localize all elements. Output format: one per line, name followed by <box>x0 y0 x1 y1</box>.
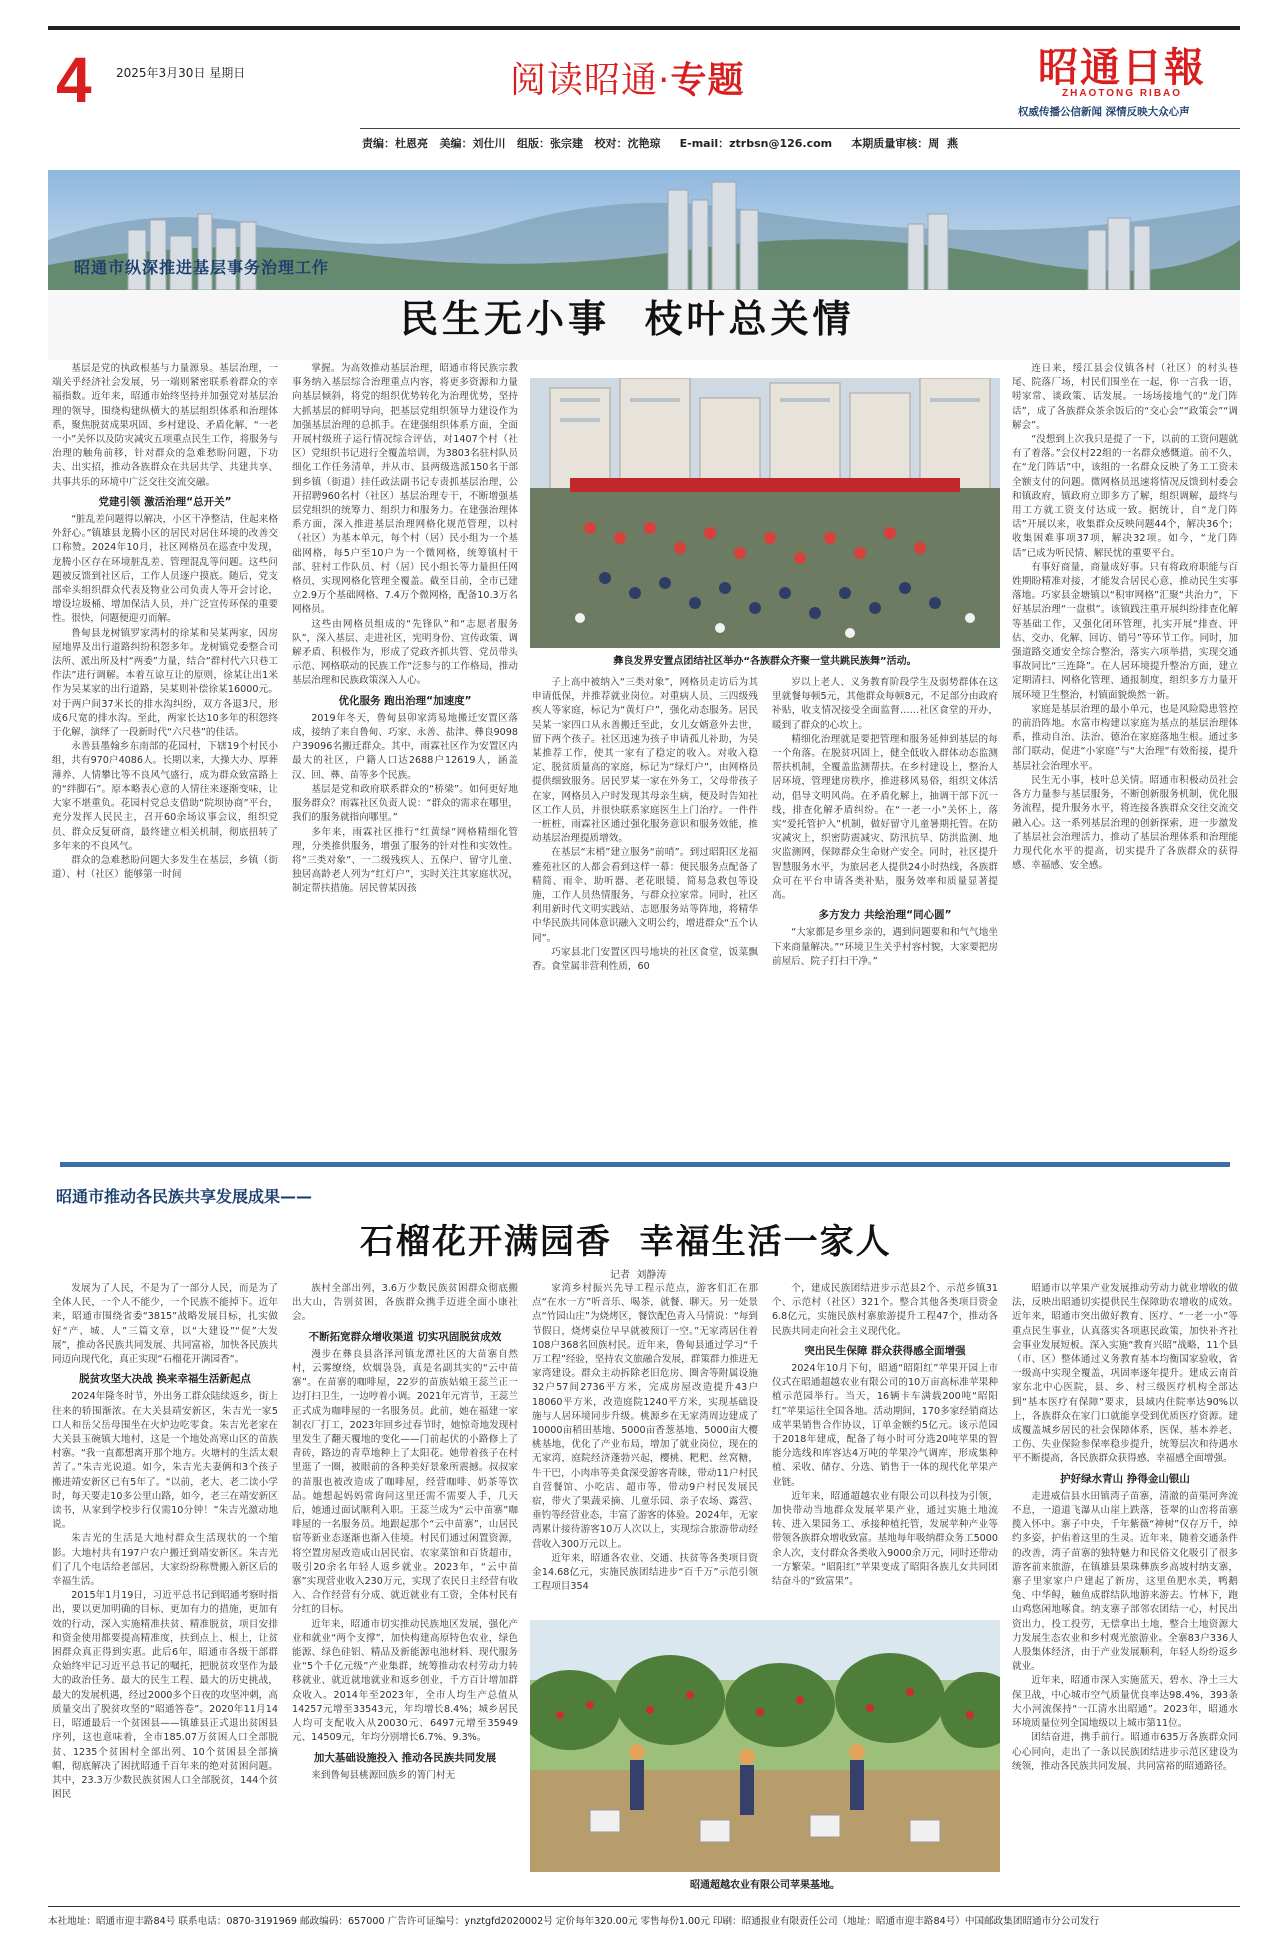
subheading: 不断拓宽群众增收渠道 切实巩固脱贫成效 <box>308 1330 502 1343</box>
subheading: 护好绿水青山 挣得金山银山 <box>1060 1472 1190 1485</box>
section-prefix: 阅读昭通· <box>510 60 671 101</box>
paragraph: 有事好商量，商量成好事。只有将政府职能与百姓期盼精准对接，才能发合居民心意，推动民生实事落地。巧家县金塘镇以“积审网格”汇聚“共治力”，下好基层治理“一盘棋”。该镇践注重开展纠纷排查化解等基础工作，又强化闭环管理，扎实开展“排查、评估、交办、化解、回访、销号”等环节工作。同时，加强道路交通安全综合整治，落实六项举措，实现交通事故同比“三连降”。在人居环境提升整治方面，建立定期清扫、网格化管理、通报制度，组织多方力量开展环境卫生整治，村镇面貌焕然一新。 <box>1012 561 1238 701</box>
story2-photo-caption: 昭通超越农业有限公司苹果基地。 <box>690 1880 840 1891</box>
subheading: 脱贫攻坚大决战 换来幸福生活新起点 <box>79 1373 251 1386</box>
issue-date: 2025年3月30日 星期日 <box>116 66 246 80</box>
paragraph: 基层是党的执政根基与力量源泉。基层治理，一端关乎经济社会发展，另一端则紧密联系着群众的幸福指数。近年来，昭通市始终坚持并加强党对基层治理的领导，围绕构建纵横大的基层组织体系和治理体系，聚焦脱贫成果巩固、乡村建设、矛盾化解、“一老一小”关怀以及防灾减灾五项重点民生工作，将服务与治理的触角前移，针对群众的急难愁盼问题，下功夫、出实招，推动各族群众在共居共学、共建共享、共事共乐的环境中广泛交往交流交融。 <box>52 363 278 488</box>
subheading: 优化服务 跑出治理“加速度” <box>338 694 472 707</box>
subheading: 加大基础设施投入 推动各民族共同发展 <box>313 1751 497 1764</box>
logo-pinyin: ZHAOTONG RIBAO <box>1062 88 1183 99</box>
paragraph: 朱吉光的生活是大地村群众生活现状的一个缩影。大地村共有197户农户搬迁到靖安新区。朱吉光们了几个电话给老部居，大家纷纷称赞搬入新区后的幸福生活。 <box>52 1533 278 1588</box>
paragraph: 昭通市以苹果产业发展推动劳动力就业增收的做法，反映出昭通切实提供民生保障助农增收的成效。近年来，昭通市突出做好教育、医疗、“一老一小”等重点民生事业，认真落实各项惠民政策，加快补齐社会事业发展短板。深入实施“教育兴昭”战略，11个县（市、区）整体通过义务教育基本均衡国家验收，省一级高中实现全覆盖，巩固率逐年提升。建成云南首家东北中心医院，县、乡、村三级医疗机构全部达到“基本医疗有保障”要求，县域内住院率达90%以上，各族群众在家门口就能享受到优质医疗资源。建成覆盖城乡居民的社会保障体系，医保、基本养老、工伤、失业保险参保率稳步提升，统筹层次和待遇水平不断提高，各民族群众获得感、幸福感全面增强。 <box>1012 1283 1238 1465</box>
story2-column-4 <box>772 1282 998 1612</box>
community-dance-illustration <box>530 378 1000 648</box>
paragraph: 2024年10月下旬，昭通“昭阳红”苹果开园上市仪式在昭通超越农业有限公司的10万亩高标准苹果种植示范园举行。当天，16辆卡车满载200吨“昭阳红”苹果运往全国各地。活动期间，170多家经销商达成苹果销售合作协议，订单金额约5亿元。该示范园于2018年建成，配备了每小时可分选20吨苹果的智能分选线和库容达4万吨的苹果冷气调库，形成集种植、采收、储存、分选、销售于一体的现代化苹果产业链。 <box>772 1363 998 1488</box>
story1-column-4 <box>772 676 998 1157</box>
paragraph: “脏乱差问题得以解决，小区干净整洁，住起来格外舒心。”镇雄县龙腾小区的居民对居住环境的改善交口称赞。2024年10月，社区网格员在巡查中发现，龙腾小区存在环境脏乱差、管理混乱等问题。这些问题被反馈到社区后，工作人员逐户摸底。随后，党支部牵头组织群众代表及物业公司负责人等开会讨论，增设垃圾桶、增加保洁人员，并广泛宣传环保的重要性。很快，问题便迎刃而解。 <box>52 514 278 625</box>
paragraph: 发展为了人民，不是为了一部分人民，而是为了全体人民，一个人不能少，一个民族不能掉下。近年来，昭通市围绕省委“3815”战略发展目标，扎实做好“产、城、人”三篇文章，以“大建设”“促”大发展”，推动各民族共同发展、共同富裕，加快各民族共同迈向现代化，真正实现“石榴花开满园香”。 <box>52 1283 278 1366</box>
paragraph: 个，建成民族团结进步示范县2个、示范乡镇31个、示范村（社区）321个。整合其他各类项目资金6.8亿元，实施民族村寨旅游提升工程47个，推动各民族共同走向社会主义现代化。 <box>772 1283 998 1337</box>
story1-column-5 <box>1012 362 1238 1157</box>
story2-photo <box>530 1620 1000 1872</box>
paragraph: 近年来，昭通市深入实施蓝天、碧水、净土三大保卫战，中心城市空气质量优良率达98.4%，393条大小河流保持“一江清水出昭通”。2023年，昭通水环境质量位列全国地级以上城市第11位。 <box>1012 1675 1238 1730</box>
story1-kicker: 昭通市纵深推进基层事务治理工作 <box>74 258 330 277</box>
paragraph: 连日来，绥江县会仪镇各村（社区）的村头巷尾、院落厂场，村民们围坐在一起，你一言我一语，唠家常、谈政策、话发展。一场场接地气的“龙门阵话”，成了各族群众茶余饭后的“交心会”“政策会”“调解会”。 <box>1012 363 1238 431</box>
paragraph: 2024年隆冬时节，外出务工群众陆续返乡，街上往来的轿围渐浓。在大关县靖安新区，朱吉光一家5口人和岳父岳母围坐在火炉边吃零食。朱吉光老家在大关县玉碗镇大地村，这是一个地处高寒山区的苗族村寨。“我一直都想离开那个地方。火塘村的生活太艰苦了。”朱吉光说道。如今，朱吉光夫妻俩和3个孩子搬进靖安新区已有5年了。“以前，老大、老二读小学时，每天要走10多公里山路，如今，老三在靖安新区读书，从家到学校步行仅需10分钟！”朱吉光激动地说。 <box>52 1391 278 1531</box>
paragraph: 鲁甸县龙树镇罗家湾村的徐某和吴某两家，因房屋地界及出行道路纠纷积怨多年。龙树镇党委整合司法所、派出所及村“两委”力量，结合“群村代六只巷工作法”进行调解。本着互谅互让的原则，徐某让出1米作为吴某家的出行道路，吴某则补偿徐某16000元。对于两户间37米长的排水沟纠纷，双方各退3尺，形成6尺宽的排水沟。至此，两家长达10多年的积怨终于化解，演绎了一段新时代“六尺巷”的佳话。 <box>52 627 278 739</box>
paragraph: 精细化治理就是要把管理和服务延伸到基层的每一个角落。在脱贫巩固上，健全低收入群体动态监测帮扶机制，全覆盖监测帮扶。在乡村建设上，整治人居环境，管理建房秩序，推进移风易俗，组织文体活动，倡导文明风尚。在矛盾化解上，抽调干部下沉一线，排查化解矛盾纠纷。在“一老一小”关怀上，落实“爱托管护入”机制，做好留守儿童暑期托管。在防灾减灾上，织密防震减灾、防汛抗旱、防洪监测、地灾监测网，保障群众生命财产安全。同时，社区提升智慧服务水平，为旅居老人提供24小时热线，各族群众可在平台申请各类补贴，服务效率和质量显著提高。 <box>772 733 998 902</box>
footer-rule <box>48 1906 1240 1907</box>
paragraph: “没想到上次我只是提了一下，以前的工资问题就有了着落。”会仪村22组的一名群众感慨道。前不久，在“龙门阵话”中，该组的一名群众反映了务工工资未全额支付的问题。微网格员迅速将情况反馈到村委会和镇政府，镇政府立即多方了解，组织调解，最终与用工方就工资支付达成一致。据统计，自“龙门阵话”开展以来，收集群众反映问题44个，解决36个；收集困难事项37项，解决32项。如今，“龙门阵话”已成为听民情、解民忧的重要平台。 <box>1012 434 1238 559</box>
section-title <box>510 52 744 103</box>
apple-orchard-illustration <box>530 1620 1000 1872</box>
subheading: 党建引领 激活治理“总开关” <box>98 495 232 508</box>
paragraph: 家湾乡村振兴先导工程示范点，游客们汇在那点“在水一方”听音乐、喝茶，就餐、聊天。另一处景点“竹园山庄”为烧烤区，餐饮配色青入马情说：“每到节假日，烧烤桌位早早就被预订一空。”无家湾居住着108户368名回族村民。近年来，鲁甸县通过学习“千万工程”经验，坚持农文旅融合发展，群策群力推进无家湾建设。群众主动拆除老旧危房、圈舍等附属设施32户57间2736平方米，完成房屋改造提升43户18060平方米，改造庭院1240平方米，实现基础设施与人居环境同步升级。桃源乡在无家湾周边建成了10000亩稻田基地、5000亩香葱基地、5000亩大樱桃基地，优化了产业布局，增加了就业岗位，现在的无家湾，庭院经济蓬勃兴起，樱桃、粑粑、丝窝糖，牛干巴，小肉串等美食深受游客青睐，带动11户村民自营餐馆、小吃店、超市等，带动9户村民发展民宿，带火了果蔬采摘、儿童乐园、亲子农场、露营、垂钓等经营业态，丰富了游客的体验。2024年，无家湾累计接待游客10万人次以上，实现综合旅游带动经营收入300万元以上。 <box>532 1283 758 1550</box>
paragraph: 漫步在彝良县洛泽河镇龙潭社区的大苗寨自然村，云雾缭绕，炊烟袅袅，真是名副其实的“云中苗寨”。在苗寨的咖啡屋，22岁的苗族姑娘王蕊兰正一边打扫卫生，一边哼着小调。2021年元宵节，王蕊兰正式成为咖啡屋的一名服务员。此前，她在福建一家制衣厂打工，2023年回乡过春节时，她惊奇地发现村里发生了翻天覆地的变化——门前起伏的小路修上了青砖，路边的青草地种上了太阳花。她带着孩子在村里逛了一圈，被眼前的各种美好景象所震撼。叔叔家的苗服也被改造成了咖啡屋，经营咖啡、奶茶等饮品。她想起妈妈常询问这里还需不需要人手，几天后，她通过面试顺利入职。王蕊兰成为“云中苗寨”咖啡屋的一名服务员。地跟起那个“云中苗寨”，山居民宿等新业态逐渐也渐入佳境。村民们通过闲置资源，将空置房屋改造成山居民宿、农家菜馆和百货超市，吸引20余名年轻人返乡就业。2023年，“云中苗寨”实现营业收入230万元，实现了农民日主经营有收入、合作经营有分成、就近就业有工资，全体村民有分红的目标。 <box>292 1348 518 1616</box>
editors-rule <box>360 128 1240 129</box>
subheading: 多方发力 共绘治理“同心圆” <box>818 909 952 922</box>
story2-column-1 <box>52 1282 278 1897</box>
story1-column-1 <box>52 362 278 1157</box>
paragraph: 在基层“末梢”建立服务“前哨”。到过昭阳区龙福雅苑社区的人都会看到这样一幕：便民服务点配备了精简、雨伞、助听器、老花眼镜、简易急救包等设施，工作人员热情服务，与群众拉家常。同时，社区利用新时代文明实践站、志愿服务站等阵地，将精华中华民族共同体意识融入文明公约，增进群众“五个认同”。 <box>532 847 758 944</box>
subheading: 突出民生保障 群众获得感全面增强 <box>804 1344 966 1357</box>
footer-info: 本社地址：昭通市迎丰路84号 联系电话：0870-3191969 邮政编码：657000 广告许可证编号：ynztgfd2020002号 定价每年320.00元 零售每份1.00元 印刷：昭通报业有限责任公司（地址：昭通市迎丰路84号）中国邮政集团昭通市分公司发行 <box>48 1916 1100 1927</box>
paragraph: 民生无小事，枝叶总关情。昭通市积极动员社会各方力量参与基层服务，不断创新服务机制，优化服务流程，提升服务水平，将连接各族群众交往交流交融入心。这一系列基层治理的创新探索，进一步激发了基层社会治理活力，推动了基层治理体系和治理能力现代化水平的提高，切实提升了各族群众的获得感、幸福感、安全感。 <box>1012 774 1238 872</box>
story1-column-3 <box>532 676 758 1157</box>
page-number: 4 <box>56 44 92 116</box>
story2-column-3 <box>532 1282 758 1612</box>
paragraph: 基层是党和政府联系群众的“桥梁”。如何更好地服务群众？雨霖社区负责人说：“群众的需求在哪里，我们的服务就指向哪里。” <box>292 783 518 824</box>
paragraph: 家庭是基层治理的最小单元，也是风险隐患管控的前沿阵地。水富市构建以家庭为基点的基层治理体系，推动自治、法治、德治在家庭落地生根。通过多部门联动，促进“小家庭”与“大治理”有效衔接，提升基层社会治理水平。 <box>1012 703 1238 772</box>
story1-photo <box>530 378 1000 648</box>
story1-column-2 <box>292 362 518 1157</box>
story2-column-2 <box>292 1282 518 1897</box>
paragraph: 永善县墨翰乡东南部的花园村，下辖19个村民小组，共有970户4086人。长期以来，大操大办、厚葬薄养、人情攀比等不良风气盛行，成为群众致富路上的“绊脚石”。原本略表心意的人情往来逐渐变味，让大家不堪重负。花园村党总支借助“院坝协商”平台，充分发挥人民民主，召开60余场议事会议，组织党员、群众反复研商，最终建立相关机制，彻底扭转了多年来的不良风气。 <box>52 741 278 852</box>
paragraph: 子上高中被纳入“三类对象”，网格员走访后为其申请低保，并推荐就业岗位。对重病人员、三四级残疾人等家庭，标记为“黄灯户”，强化动态服务。居民吴某一家四口从永善搬迁至此，女儿女婿意外去世，留下两个孩子。社区迅速为孩子申请孤儿补助，为吴某推荐工作，使其一家有了稳定的收入。对收入稳定、脱贫质量高的家庭，标记为“绿灯户”，由网格员提供细致服务。居民罗某一家在外务工，父母带孩子在家，网格员入户时发现其母亲生病，便及时告知社区工作人员，并很快联系家庭医生上门治疗。一件件一桩桩，雨霖社区通过强化服务意识和服务效能，推动基层治理提质增效。 <box>532 677 758 845</box>
paragraph: 群众的急难愁盼问题大多发生在基层，乡镇（街道）、村（社区）能够第一时间 <box>52 854 278 881</box>
newspaper-logo: 昭通日報 <box>1038 44 1206 91</box>
story2-column-5 <box>1012 1282 1238 1897</box>
paragraph: 巧家县北门安置区四号地块的社区食堂，饭菜飘香。食堂属非营利性质，60 <box>532 946 758 973</box>
story2-kicker: 昭通市推动各民族共享发展成果—— <box>56 1187 313 1206</box>
story2-byline: 记者 刘静涛 <box>610 1270 667 1281</box>
story1-photo-caption: 彝良发界安置点团结社区举办“各族群众齐聚一堂共跳民族舞”活动。 <box>613 656 917 667</box>
paragraph: 近年来，昭通超越农业有限公司以科技为引领，加快带动当地群众发展苹果产业，通过实施土地流转、进入果园务工、承接种植托管，发展苹种产业等带领各族群众增收致富。基地每年吸纳群众务工5000余人次，支付群众各类收入9000余万元，同时还带动一方繁荣。“昭阳红”苹果变成了昭阳各族儿女共同团结奋斗的“致富果”。 <box>772 1490 998 1588</box>
paragraph: 族村全部出列，3.6万少数民族贫困群众彻底搬出大山，告别贫困，各族群众携手迈进全面小康社会。 <box>292 1283 518 1323</box>
paragraph: 这些由网格员组成的“先锋队”和“志愿者服务队”，深入基层、走进社区，宪明身份、宣传政策、调解矛盾、积极作为，形成了党政齐抓共管、党员带头示范、网格联动的民族工作“泛参与的工作格局，推动基层治理和民族政策深入人心。 <box>292 618 518 687</box>
paragraph: 2015年1月19日，习近平总书记到昭通考察时指出，要以更加明确的目标、更加有力的措施，更加有效的行动，深入实施精准扶贫、精准脱贫，项目安排和资金使用都要提高精准度，扶到点上、根上，让贫困群众真正得到实惠。此后6年，昭通市各级干部群众始终牢记习近平总书记的嘱托，把脱贫攻坚作为最大的政治任务、最大的民生工程、最大的历史挑战，最大的发展机遇，经过2000多个日夜的攻坚冲刺，高质量交出了脱贫攻坚的“昭通答卷”。2020年11月14日，昭通最后一个贫困县——镇雄县正式退出贫困县序列，这也意味着，全市185.07万贫困人口全部脱贫、1235个贫困村全部出列、10个贫困县全部摘帽，彻底解决了困扰昭通千百年来的绝对贫困问题。其中，23.3万少数民族贫困人口全部脱贫，144个贫困民 <box>52 1590 278 1801</box>
story-divider <box>60 1162 1230 1167</box>
paragraph: 掌握。为高效推动基层治理，昭通市将民族宗教事务纳入基层综合治理重点内容，将更多资源和力量向基层倾斜，将党的组织优势转化为治理优势，坚持大抓基层的鲜明导向，把基层党组织领导力建设作为加强基层治理的总抓手。在建强组织体系方面，全面开展村级班子运行情况综合评估，对1407个村（社区）党组织书记进行全覆盖培训，为3803名驻村队员细化工作任务清单，并从市、县两级选派150名干部到乡镇（街道）挂任政法副书记专责抓基层治理，公开招聘960名村（社区）基层治理专干，不断增强基层党组织的统筹力、组织力和服务力。在建强治理体系方面，深入推进基层治理网格化规范管理，以村（社区）为基本单元，每个村（居）民小组为一个基础网格，每5户至10户为一个微网格，统筹镇村干部、驻村工作队员、村（居）民小组长等力量担任网格员，实现网格化管理全覆盖。截至目前，全市已建立2.9万个基础网格、7.4万个微网格，配备10.3万名网格员。 <box>292 363 518 616</box>
editors-line: 责编：杜恩亮 美编：刘仕川 组版：张宗建 校对：沈艳琼 E-mail：ztrbsn@126.com 本期质量审核：周 燕 <box>362 137 958 150</box>
paragraph: 近年来，昭通市切实推动民族地区发展，强化产业和就业“两个支撑”，加快构建高原特色农业，绿色能源、绿色硅铝、精品及新能源电池材料、现代服务业“5个千亿元级”产业集群，统筹推动农村劳动力转移就业、就近就地就业和返乡创业，千方百计增加群众收入。2014年至2023年，全市人均生产总值从14257元增至33543元，年均增长8.4%；城乡居民人均可支配收入从20030元、6497元增至35949元、14509元，年均分别增长6.7%、9.3%。 <box>292 1618 518 1744</box>
paragraph: 岁以上老人、义务教育阶段学生及弱势群体在这里就餐每顿5元，其他群众每顿8元，不足部分由政府补贴，收支情况接受全面监督……社区食堂的开办，暖到了群众的心坎上。 <box>772 677 998 731</box>
paragraph: 来到鲁甸县桃源回族乡的箐门村无 <box>311 1769 456 1781</box>
paragraph: 走进威信县水田镇湾子苗寨，清澈的苗渠河奔流不息，一道道飞瀑从山崖上跌落，苍翠的山峦将苗寨揽入怀中。寨子中央，千年紫薇“神树”仅存万千，绰约多姿，护佑着这里的生灵。近年来，随着交通条件的改善，湾子苗寨的独特魅力和民俗文化吸引了很多游客前来旅游，在镇雄县果珠彝族乡高坡村纳支寨，寨子里家家户户建起了新房，这里鱼肥水美，鸭鹅兔、中华鲟，触鱼成群结队地游来游去。竹林下，跑山鸡悠闲地啄食。纳支寨子部邻农团结一心，村民出资出力，投工投劳，无偿拿出土地，整合土地资源大力发展生态农业和乡村观光旅游业。全寨83户336人人股集体经济，由于产业发展顺利，年轻人纷纷返乡就业。 <box>1012 1490 1238 1673</box>
section-suffix: 专题 <box>670 60 745 101</box>
story2-headline: 石榴花开满园香 幸福生活一家人 <box>360 1222 892 1262</box>
top-rule <box>48 26 1240 30</box>
paragraph: “大家都是乡里乡亲的，遇到问题要和和气气地坐下来商量解决。”“环境卫生关乎村容村貌，大家要把房前屋后、院子打扫干净。” <box>772 927 998 967</box>
paragraph: 2019年冬天，鲁甸县卯家湾易地搬迁安置区落成，接纳了来自鲁甸、巧家、永善、盐津、彝良9098户39096名搬迁群众。其中，雨霖社区作为安置区内最大的社区，户籍人口达2688户12619人，涵盖汉、回、彝、苗等多个民族。 <box>292 712 518 781</box>
newspaper-slogan: 权威传播公信新闻 深情反映大众心声 <box>1018 106 1190 118</box>
story1-headline: 民生无小事 枝叶总关情 <box>400 296 855 341</box>
paragraph: 团结奋进，携手前行。昭通市635万各族群众同心心同向，走出了一条以民族团结进步示范区建设为统领，推动各民族共同发展、共同富裕的昭通路径。 <box>1012 1732 1238 1772</box>
paragraph: 近年来，昭通各农业、交通、扶贫等各类项目资金14.68亿元，实施民族团结进步“百千万”示范引领工程项目354 <box>532 1552 758 1593</box>
paragraph: 多年来，雨霖社区推行“红黄绿”网格精细化管理，分类推供服务，增强了服务的针对性和实效性。将“三类对象”、一二级残疾人、五保户、留守儿童、独居高龄老人列为“红灯户”，实时关注其家庭状况，制定帮扶措施。居民曾某因孩 <box>292 826 518 895</box>
